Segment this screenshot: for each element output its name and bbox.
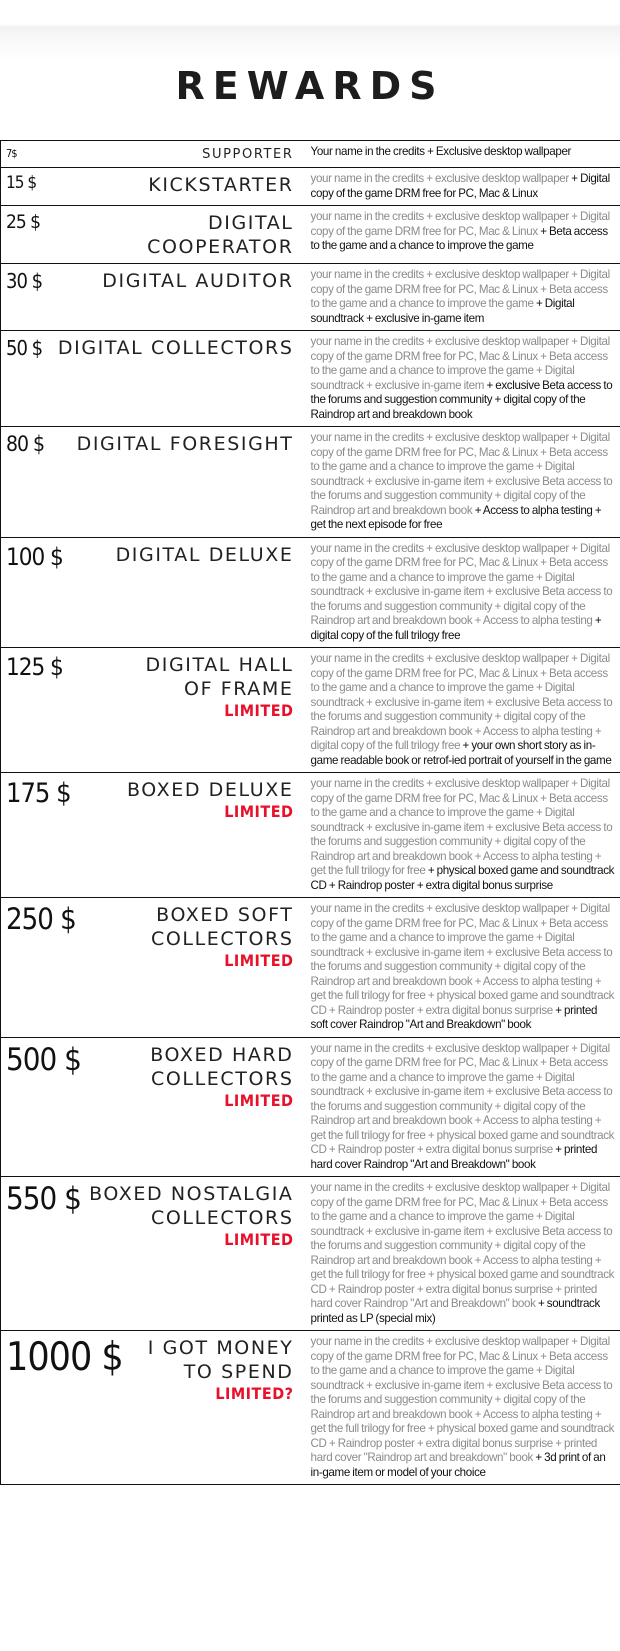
new-rewards-text: + Beta access to the game and a chance to improve the game	[310, 224, 608, 252]
reward-price: 175 $	[1, 773, 55, 898]
reward-tier-name: DIGITAL FORESIGHT	[76, 433, 294, 455]
reward-row	[1, 537, 620, 648]
new-rewards-text: + exclusive Beta access to the forums and suggestion community + digital copy of the Raindrop art and breakdown book	[310, 378, 613, 421]
reward-tier-name: DIGITAL DELUXE	[115, 543, 294, 566]
reward-row	[1, 1037, 620, 1177]
new-rewards-text: + Digital copy of the game DRM free for PC, Mac & Linux	[310, 172, 610, 200]
reward-description	[303, 648, 620, 773]
reward-row	[1, 141, 620, 168]
limited-badge: LIMITED	[224, 701, 294, 720]
reward-price: 15 $	[1, 168, 55, 206]
inherited-rewards-text: your name in the credits + exclusive desktop wallpaper + Digital copy of the game DRM free for PC, Mac & Linux + Beta access to the game and a chance to improve the game + Digital soundtrack + exclusive in-game item	[310, 335, 610, 392]
reward-price: 50 $	[1, 331, 55, 427]
reward-tier-name: DIGITAL COOPERATOR	[147, 212, 294, 258]
inherited-rewards-text: your name in the credits + exclusive desktop wallpaper + Digital copy of the game DRM free for PC, Mac & Linux + Beta access to the game and a chance to improve the game + Digital soundtrack + exclusive in-game item + exclusive Beta access to the forums and suggestion community + digital copy of the Raindrop art and breakdown book + Access to alpha testing + get the full trilogy for free + physical boxed game and soundtrack CD + Raindrop poster + extra digital bonus surprise + printed hard cover Raindrop "Art and Breakdown" book	[310, 1181, 615, 1310]
reward-tier-name: BOXED DELUXE	[126, 779, 294, 801]
reward-price: 7$	[1, 141, 55, 168]
reward-price: 30 $	[1, 264, 55, 331]
reward-tier-name: BOXED NOSTALGIA COLLECTORS	[89, 1183, 294, 1229]
reward-tier	[55, 141, 303, 168]
reward-row	[1, 898, 620, 1038]
new-rewards-text: + soundtrack printed as LP (special mix)	[310, 1297, 600, 1325]
new-rewards-text: + printed soft cover Raindrop "Art and Breakdown" book	[310, 1003, 598, 1031]
inherited-rewards-text: your name in the credits + exclusive desktop wallpaper + Digital copy of the game DRM free for PC, Mac & Linux + Beta access to the game and a chance to improve the game + Digital soundtrack + exclusive in-game item + exclusive Beta access to the forums and suggestion community + digital copy of the Raindrop art and breakdown book + Access to alpha testing + get the full trilogy for free	[310, 777, 613, 877]
limited-badge: LIMITED?	[215, 1384, 294, 1403]
reward-description	[303, 1331, 620, 1485]
reward-tier-name: BOXED SOFT COLLECTORS	[151, 904, 294, 950]
reward-description	[303, 141, 620, 168]
reward-row	[1, 168, 620, 206]
inherited-rewards-text: your name in the credits + exclusive desktop wallpaper + Digital copy of the game DRM free for PC, Mac & Linux + Beta access to the game and a chance to improve the game	[310, 268, 610, 310]
inherited-rewards-text: your name in the credits + exclusive desktop wallpaper + Digital copy of the game DRM free for PC, Mac & Linux + Beta access to the game and a chance to improve the game + Digital soundtrack + exclusive in-game item + exclusive Beta access to the forums and suggestion community + digital copy of the Raindrop art and breakdown book + Access to alpha testing + digital copy of the full trilogy free	[310, 652, 613, 752]
reward-tier	[55, 206, 303, 264]
reward-row	[1, 331, 620, 427]
reward-price: 80 $	[1, 427, 55, 538]
reward-row	[1, 264, 620, 331]
new-rewards-text: Your name in the credits + Exclusive desktop wallpaper	[310, 145, 572, 158]
reward-tier	[55, 648, 303, 773]
inherited-rewards-text: your name in the credits + exclusive desktop wallpaper + Digital copy of the game DRM free for PC, Mac & Linux + Beta access to the game and a chance to improve the game + Digital soundtrack + exclusive in-game item + exclusive Beta access to the forums and suggestion community + digital copy of the Raindrop art and breakdown book + Access to alpha testing + get the full trilogy for free + physical boxed game and soundtrack CD + Raindrop poster + extra digital bonus surprise + printed hard cover "Raindrop art and breakdown" book	[310, 1335, 615, 1464]
reward-description	[303, 331, 620, 427]
reward-tier-name: BOXED HARD COLLECTORS	[150, 1043, 294, 1090]
reward-tier	[55, 537, 303, 648]
limited-badge: LIMITED	[224, 1090, 294, 1110]
reward-description	[303, 206, 620, 264]
inherited-rewards-text: your name in the credits + exclusive desktop wallpaper + Digital copy of the game DRM free for PC, Mac & Linux + Beta access to the game and a chance to improve the game + Digital soundtrack + exclusive in-game item + exclusive Beta access to the forums and suggestion community + digital copy of the Raindrop art and breakdown book + Access to alpha testing + get the full trilogy for free + physical boxed game and soundtrack CD + Raindrop poster + extra digital bonus surprise	[310, 902, 615, 1017]
reward-description	[303, 537, 620, 648]
reward-price: 550 $	[1, 1177, 55, 1331]
header-shadow	[0, 0, 620, 60]
reward-description	[303, 773, 620, 898]
reward-tier-name: KICKSTARTER	[148, 174, 294, 196]
reward-price: 500 $	[1, 1037, 55, 1177]
new-rewards-text: + physical boxed game and soundtrack CD + Raindrop poster + extra digital bonus surprise	[310, 864, 615, 892]
reward-description	[303, 427, 620, 538]
inherited-rewards-text: your name in the credits + exclusive desktop wallpaper + Digital copy of the game DRM free for PC, Mac & Linux + Beta access to the game and a chance to improve the game + Digital soundtrack + exclusive in-game item + exclusive Beta access to the forums and suggestion community + digital copy of the Raindrop art and breakdown book + Access to alpha testing	[310, 541, 613, 627]
reward-tier	[55, 898, 303, 1038]
reward-price: 250 $	[1, 898, 55, 1038]
new-rewards-text: + 3d print of an in-game item or model of your choice	[310, 1451, 606, 1479]
reward-row	[1, 648, 620, 773]
new-rewards-text: + printed hard cover Raindrop "Art and Breakdown" book	[310, 1143, 598, 1171]
new-rewards-text: + Access to alpha testing + get the next episode for free	[310, 503, 602, 531]
inherited-rewards-text: your name in the credits + exclusive desktop wallpaper	[310, 172, 569, 185]
reward-tier-name: DIGITAL HALL OF FRAME	[145, 654, 294, 700]
new-rewards-text: + digital copy of the full trilogy free	[310, 614, 602, 642]
new-rewards-text: + Digital soundtrack + exclusive in-game item	[310, 297, 575, 325]
reward-row	[1, 1331, 620, 1485]
limited-badge: LIMITED	[224, 802, 294, 821]
reward-price: 25 $	[1, 206, 55, 264]
limited-badge: LIMITED	[224, 951, 294, 970]
reward-description	[303, 898, 620, 1038]
reward-tier-name: DIGITAL AUDITOR	[102, 270, 294, 292]
reward-row	[1, 1177, 620, 1331]
reward-tier	[55, 1177, 303, 1331]
limited-badge: LIMITED	[224, 1230, 294, 1249]
page-title: REWARDS	[175, 64, 445, 108]
new-rewards-text: + your own short story as in-game readable book or retrof-ied portrait of yourself in the game	[310, 739, 612, 767]
reward-tier-name: I GOT MONEY TO SPEND	[147, 1337, 294, 1383]
reward-tier-name: DIGITAL COLLECTORS	[57, 337, 294, 359]
reward-tier	[55, 331, 303, 427]
reward-row	[1, 427, 620, 538]
rewards-table	[0, 140, 620, 1485]
inherited-rewards-text: your name in the credits + exclusive desktop wallpaper + Digital copy of the game DRM free for PC, Mac & Linux + Beta access to the game and a chance to improve the game + Digital soundtrack + exclusive in-game item + exclusive Beta access to the forums and suggestion community + digital copy of the Raindrop art and breakdown book + Access to alpha testing + get the full trilogy for free + physical boxed game and soundtrack CD + Raindrop poster + extra digital bonus surprise	[310, 1041, 615, 1156]
reward-description	[303, 168, 620, 206]
reward-tier	[55, 264, 303, 331]
reward-tier	[55, 1037, 303, 1177]
reward-tier-name: SUPPORTER	[202, 147, 294, 162]
reward-description	[303, 1037, 620, 1177]
reward-price: 1000 $	[1, 1331, 55, 1485]
reward-description	[303, 1177, 620, 1331]
reward-price: 100 $	[1, 537, 55, 648]
inherited-rewards-text: your name in the credits + exclusive desktop wallpaper + Digital copy of the game DRM free for PC, Mac & Linux + Beta access to the game and a chance to improve the game + Digital soundtrack + exclusive in-game item + exclusive Beta access to the forums and suggestion community + digital copy of the Raindrop art and breakdown book	[310, 431, 613, 517]
inherited-rewards-text: your name in the credits + exclusive desktop wallpaper + Digital copy of the game DRM free for PC, Mac & Linux	[310, 210, 610, 238]
reward-row	[1, 773, 620, 898]
reward-tier	[55, 427, 303, 538]
reward-description	[303, 264, 620, 331]
reward-tier	[55, 168, 303, 206]
reward-price: 125 $	[1, 648, 55, 773]
reward-row	[1, 206, 620, 264]
reward-tier	[55, 773, 303, 898]
